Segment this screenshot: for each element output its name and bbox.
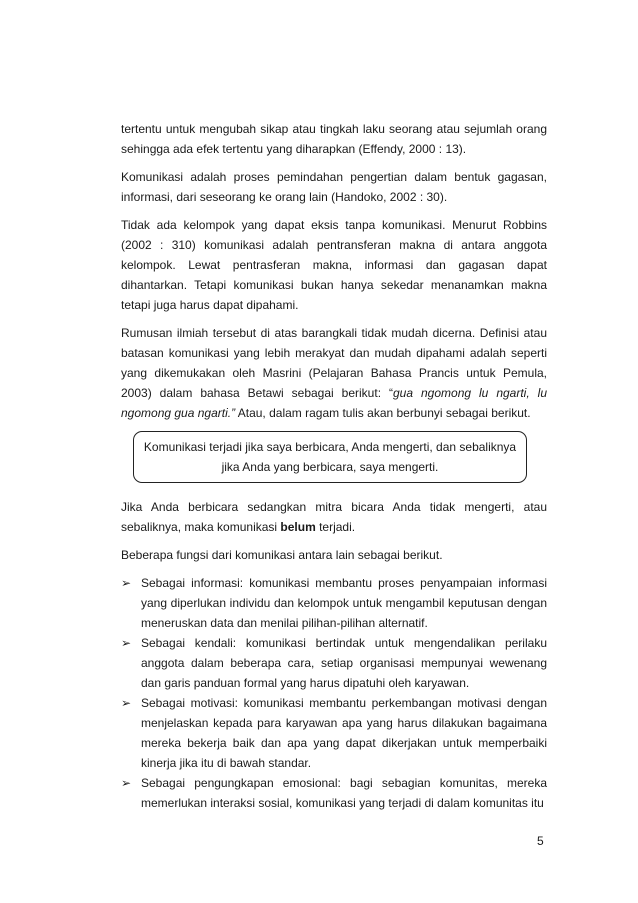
masrini-text-end: Atau, dalam ragam tulis akan berbunyi sebagai berikut.: [235, 406, 531, 420]
arrow-bullet-icon: ➢: [121, 576, 132, 590]
arrow-bullet-icon: ➢: [121, 636, 132, 650]
page-content: [121, 119, 547, 813]
arrow-bullet-icon: ➢: [121, 776, 132, 790]
list-item: [121, 693, 547, 773]
belum-bold: belum: [280, 520, 316, 534]
paragraph-effendy: tertentu untuk mengubah sikap atau tingkah laku seorang atau sejumlah orang sehingga ada efek tertentu yang diharapkan (Effendy, 2000 : 13).: [121, 122, 547, 156]
function-list: [121, 573, 547, 813]
masrini-text: Rumusan ilmiah tersebut di atas barangkali tidak mudah dicerna. Definisi atau batasan komunikasi yang lebih merakyat dan mudah dipahami adalah seperti yang dikemukakan oleh Masrini (Pelajaran Bahasa Prancis untuk Pemula, 2003) dalam bahasa Betawi sebagai berikut: “: [121, 326, 547, 400]
paragraph-robbins: Tidak ada kelompok yang dapat eksis tanpa komunikasi. Menurut Robbins (2002 : 310) komunikasi adalah pentransferan makna di antara anggota kelompok. Lewat pentrasferan makna, informasi dan gagasan dapat dihantarkan. Tetapi komunikasi bukan hanya sekedar menanamkan makna tetapi juga harus dapat dipahami.: [121, 218, 547, 312]
list-item-text: Sebagai kendali: komunikasi bertindak untuk mengendalikan perilaku anggota dalam beberapa cara, setiap organisasi mempunyai wewenang dan garis panduan formal yang harus dipatuhi oleh karyawan.: [141, 636, 547, 690]
paragraph-masrini: [121, 323, 547, 423]
list-item: [121, 633, 547, 693]
paragraph-fungsi-intro: Beberapa fungsi dari komunikasi antara lain sebagai berikut.: [121, 548, 443, 562]
list-item-text: Sebagai informasi: komunikasi membantu proses penyampaian informasi yang diperlukan individu dan kelompok untuk mengambil keputusan dengan meneruskan data dan menilai pilihan-pilihan alternatif.: [141, 576, 547, 630]
jika-text: Jika Anda berbicara sedangkan mitra bicara Anda tidak mengerti, atau sebaliknya, maka komunikasi: [121, 500, 547, 534]
paragraph-handoko: Komunikasi adalah proses pemindahan pengertian dalam bentuk gagasan, informasi, dari seseorang ke orang lain (Handoko, 2002 : 30).: [121, 170, 547, 204]
list-item-text: Sebagai pengungkapan emosional: bagi sebagian komunitas, mereka memerlukan interaksi sosial, komunikasi yang terjadi di dalam komunitas itu: [141, 776, 547, 810]
page-number: 5: [537, 834, 544, 848]
list-item: [121, 573, 547, 633]
definition-line-1: Komunikasi terjadi jika saya berbicara, Anda mengerti, dan sebaliknya: [143, 440, 517, 454]
arrow-bullet-icon: ➢: [121, 696, 132, 710]
list-item-text: Sebagai motivasi: komunikasi membantu perkembangan motivasi dengan menjelaskan kepada para karyawan apa yang harus dilakukan bagaimana mereka bekerja baik dan apa yang dapat dikerjakan untuk memperbaiki kinerja jika itu di bawah standar.: [141, 696, 547, 770]
jika-text-end: terjadi.: [315, 520, 356, 534]
list-item: [121, 773, 547, 813]
paragraph-jika: [121, 497, 547, 537]
betawi-quote: gua ngomong lu ngarti, lu ngomong gua ngarti.”: [121, 386, 547, 420]
definition-line-2: jika Anda yang berbicara, saya mengerti.: [221, 460, 439, 474]
definition-box: [133, 431, 527, 483]
